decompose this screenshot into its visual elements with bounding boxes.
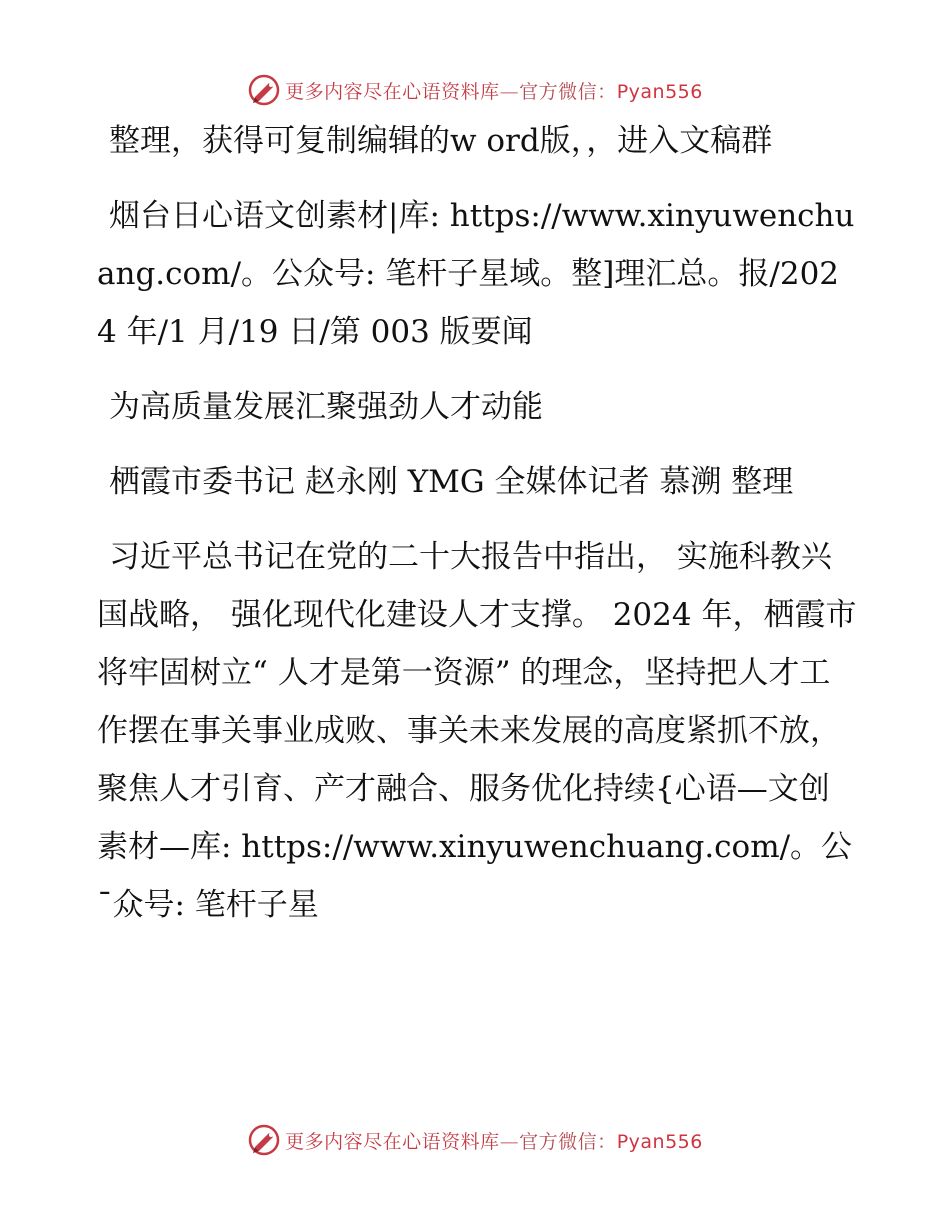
pen-logo-icon: [247, 73, 281, 107]
pen-logo-icon: [247, 1123, 281, 1157]
paragraph-source: 烟台日心语文创素材|库: https://www.xinyuwenchuang.com/。公众号: 笔杆子星域。整]理汇总。报/2024 年/1 月/19 日/第 003 版要闻: [97, 198, 855, 350]
paragraph-intro: 整理，获得可复制编辑的w ord版，，进入文稿群: [109, 123, 773, 159]
watermark-handle: Pyan556: [616, 1130, 703, 1153]
watermark-separator: —: [499, 1130, 520, 1153]
watermark-text: [285, 77, 703, 104]
header-watermark: [0, 70, 950, 110]
watermark-text: [285, 1127, 703, 1154]
watermark-main: 更多内容尽在心语资料库: [285, 80, 500, 103]
watermark-label: 官方微信：: [519, 80, 617, 103]
article-title: 为高质量发展汇聚强劲人才动能: [109, 389, 543, 425]
watermark-separator: —: [499, 80, 520, 103]
watermark-main: 更多内容尽在心语资料库: [285, 1130, 500, 1153]
article-byline: 栖霞市委书记 赵永刚 YMG 全媒体记者 慕溯 整理: [109, 464, 794, 500]
document-body: [97, 112, 857, 951]
watermark-handle: Pyan556: [616, 80, 703, 103]
footer-watermark: [0, 1120, 950, 1160]
paragraph-body: 习近平总书记在党的二十大报告中指出， 实施科教兴国战略， 强化现代化建设人才支撑。 2024 年，栖霞市将牢固树立“ 人才是第一资源” 的理念，坚持把人才工作摆在事关事业成败、事关未来发展的高度紧抓不放，聚焦人才引育、产才融合、服务优化持续{心语—文创素材—库: https://www.xinyuwenchuang.com/。公¯众号: 笔杆子星: [97, 539, 857, 923]
watermark-label: 官方微信：: [519, 1130, 617, 1153]
